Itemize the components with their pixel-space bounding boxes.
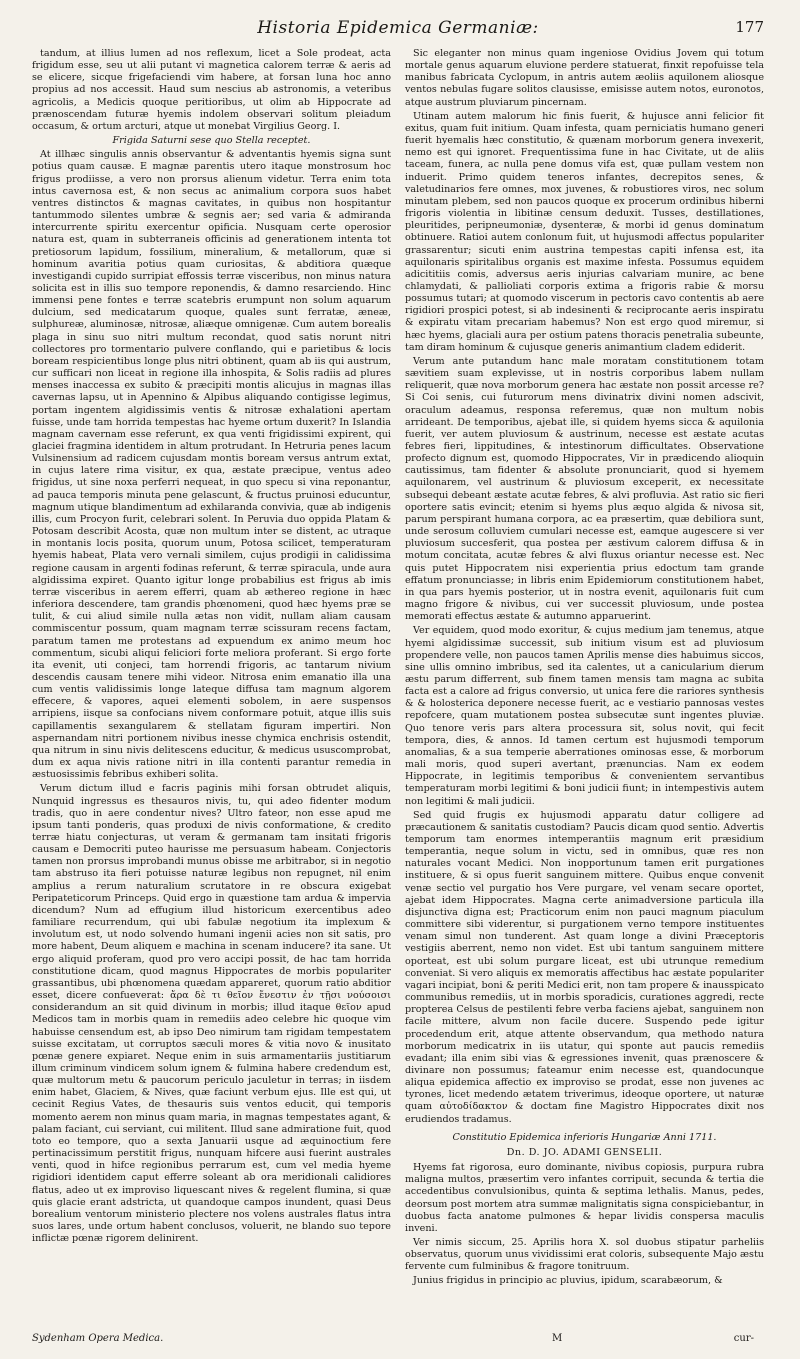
section-author: Dn. D. JO. ADAMI GENSELII. (506, 1146, 663, 1158)
paragraph: tandum, at illius lumen ad nos reflexum, licet a Sole prodeat, acta frigidum esse, seu ut alii putant vi magnetica calorem terræ & aeris ad se elicere, sicque frigefaciendi vim habere, at forsan luna hoc anno propius ad nos accessit. Haud sum nescius ab astronomis, a veteribus agricolis, a Medicis quoque peritioribus, ut olim ab Hippocrate ad prænoscendam futuræ hyemis indolem observari solitum pleiadum occasum, & ortum arcturi, atque ut monebat Virgilius Georg. I. (32, 48, 391, 132)
signature-mark: M (552, 1333, 563, 1344)
section-title: Constitutio Epidemica inferioris Hungariæ Anni 1711. (452, 1131, 717, 1143)
paragraph: Sed quid frugis ex hujusmodi apparatu datur colligere ad præcautionem & sanitatis custodiam? Paucis dicam quod sentio. Advertis temporum tam enormes intemperantiis magnum erit præsidium temperantia, neque solum in victu, sed in omnibus, quæ res non naturales vocant Medici. Non inopportunum tamen erit purgationes instituere, & si opus fuerit sanguinem mittere. Quibus enque convenit venæ sectio vel purgatio hos Vere purgare, vel venam secare oportet, ajebat idem Hippocrates. Magna certe animadversione particula illa disjunctiva digna est; Practicorum enim non pauci magnum piaculum committere sibi viderentur, si purgationem verno tempore instituentes venam simul non tunderent. Ast quam longe a divini Præceptoris vestigiis aberrent, nemo non videt. Est ubi tantum sanguinem mittere oporteat, est ubi solum purgare liceat, est ubi utrunque remedium conveniat. Si vero aliquis ex memoratis affectibus hac æstate populariter vagari incipiat, boni & periti Medici erit, non tam propere & inausspicato communibus remediis, ut in morbis sporadicis, curationes aggredi, recte propterea Celsus de pestilenti febre verba faciens ajebat, sanguinem non facile mittere, alvum non facile ducere. Suspendo pede igitur procedendum erit, atque attente observandum, qua methodo natura morborum medicatrix in iis utatur, qui sponte aut paucis remediis evadant; illa enim sibi vias & egressiones invenit, quas prænoscere & divinare non possumus; fateamur enim necesse est, quandocunque aliqua epidemica affectio ex improviso se prodat, esse non juvenes ac tyrones, licet medendo ætatem triverimus, ideoque oportere, ut naturæ quam αὐτοδίδακτον & doctam fine Magistro Hippocrates dixit nos erudiendos tradamus. (405, 809, 764, 1125)
paragraph: At illhæc singulis annis observantur & adventantis hyemis signa sunt potius quam causæ. E magnæ parentis utero itaque monstrosum hoc frigus prodiisse, a vero non prorsus alienum videtur. Terra enim tota intus cavernosa est, & non secus ac animalium corpora suos habet ventres distinctos & magnas cavitates, in quibus non hospitantur tantummodo silentes umbræ & segnis aer; sed varia & admiranda intercurrente spiritu exercentur opificia. Nusquam certe operosior natura est, quam in subterraneis officinis ad generationem intenta tot pretiosorum lapidum, fossilium, mineralium, & metallorum, quæ si hominum avaritia potius quam curiositas, & abditiora quæque investigandi cupido surripiat effossis terræ visceribus, non minus natura solicita est in illis suo tempore reponendis, & damno resarciendo. Hinc immensi pene fontes e terræ scatebris erumpunt non solum aquarum dulcium, sed medicatarum quoque, quales sunt ferratæ, æneæ, sulphureæ, aluminosæ, nitrosæ, aliæque omnigenæ. Cum autem borealis plaga in sinu suo nitri multum recondat, quod satis norunt nitri collectores pro tormentario pulvere conflando, qui e parietibus & locis boream respicientibus longe plus nitri obtinent, quam ab iis qui austrum, cur sufficari non liceat in regione illa inhospita, & Solis radiis ad plures menses inaccessa ex subito & præcipiti montis alicujus in magnas illas cavernas lapsu, ut in Apennino & Alpibus aliquando contigisse legimus, portam ingentem algidissimis ventis & nitrosæ exhalationi apertam fuisse, unde tam horrida tempestas hac hyeme ortum duxerit? In Islandia magnam cavernam esse referunt, ex qua venti frigidissimi expirent, qui glaciei fragmina identidem in altum protrudant. In Hetruria penes lacum Vulsinensium ad radicem cujusdam montis boream versus antrum extat, in cujus latere rima visitur, ex qua, æstate præcipue, ventus adeo frigidus, ut sine noxa perferri nequeat, in quo specu si vina reponantur, ad pauca temporis minuta pene gelascunt, & fructus pruinosi educuntur, magnum utique blandimentum ad exhilaranda convivia, quæ ab indigenis illis, cum Procyon furit, celebrari solent. In Peruvia duo oppida Platam & Potosam describit Acosta, quæ non multum inter se distent, ac utraque in montanis locis posita, quorum unum, Potosa scilicet, temperaturam hyemis habeat, Plata vero vernali similem, cujus prodigii in calidissima regione causam in argenti fodinas referunt, & terræ spiracula, unde aura algidissima expiret. Quanto igitur longe probabilius est frigus ab imis terræ visceribus in aerem efferri, quam ab æthereo regione in hæc inferiora descendere, tam grandis phœnomeni, quod hæc hyems præ se tulit, & cui aliud simile nulla ætas non vidit, nullam aliam causam commiscentur possum, quam magnam terræ scissuram recens factam, paratum tamen me protestans ad expuendum ex animo meum hoc commentum, sicubi aliqui feliciori forte meliora proferant. Si ergo forte ita evenit, uti conjeci, tam horrendi frigoris, ac tantarum nivium descendis causam tenere mihi videor. Nitrosa enim emanatio illa una cum ventis validissimis longe lateque diffusa tam magnum algorem effecere, & vapores, aquei elementi sobolem, in aere suspensos arripiens, iisque sa confocians nivem conformare potuit, atque illis suis capillamentis sexangularem & stellatam figuram impertiri. Non aspernandam nitri portionem nivibus inesse chymica enchrisis ostendit, qua nitrum in sinu nivis delitescens educitur, & medicus ususcomprobat, dum ex aqua nivis ratione nitri in illa contenti parantur remedia in æstuosissimis febribus exhiberi solita. (32, 149, 391, 781)
paragraph: Ver equidem, quod modo exoritur, & cujus medium jam tenemus, atque hyemi algidissimæ successit, sub initium visum est ad pluviosum propendere velle, non paucos tamen Aprilis mense dies habuimus siccos, sine ullis omnino imbribus, sed ita calentes, ut a canicularium dierum æstu parum differrent, sub finem tamen mensis tam magna ac subita facta est a calore ad frigus conversio, ut unica fere die rariores synthesis & & holosterica deponere necesse fuerit, ac e vestiario pannosas vestes repofcere, quam mutationem postea subsecutæ sunt ingentes pluviæ. Quo tenore veris pars altera processura sit, solus novit, qui fecit tempora, dies, & annos. Id tamen certum est hujusmodi temporum anomalias, & a sua temperie aberrationes ominosas esse, & morborum mali moris, quod superi avertant, prænuncias. Nam ex eodem Hippocrate, in legitimis temporibus & convenientem servantibus temperaturam morbi legitimi & boni judicii fiunt; in intempestivis autem non legitimi & mali judicii. (405, 625, 764, 807)
paragraph: Utinam autem malorum hic finis fuerit, & hujusce anni felicior fit exitus, quam fuit initium. Quam infesta, quam perniciatis humano generi fuerit hyemalis hæc constitutio, & quænam morborum genera invexerit, nemo est qui ignoret. Frequentissima fune in hac Civitate, ut de aliis taceam, funera, ac nulla pene domus vifa est, quæ pullam vestem non induerit. Primo quidem teneros infantes, decrepitos senes, & valetudinarios fere omnes, mox juvenes, & robustiores viros, nec solum minutam plebem, sed non paucos quoque ex procerum ordinibus hiberni frigoris violentia in libitinæ censum deduxit. Tusses, destillationes, pleuritides, peripneumoniæ, dysenteræ, & morbi id genus dominatum obtinuere. Ratioi autem conlonum fuit, ut hujusmodi affectus populariter grassarentur; sicuti enim austrina tempestas capiti infensa est, ita aquilonaris spiritalibus organis est maxime infesta. Possumus equidem adicititiis comis, adversus aeris injurias calvariam munire, ac bene chlamydati, & pallioliati corporis extima a frigoris rabie & morsu possumus tutari; at quomodo viscerum in pectoris cavo contentis ab aere rigidiori prospici potest, si ab indesinenti & reciprocante aeris inspiratu & expiratu vitam precariam habemus? Non est ergo quod miremur, si hæc hyems, glaciali aura per ostium patens thoracis penetralia subeunte, tam diram hominum & cujusque generis animantium cladem ediderit. (405, 110, 764, 353)
paragraph: Ver nimis siccum, 25. Aprilis hora X. sol duobus stipatur parheliis observatus, quorum unus vividissimi erat coloris, subsequente Majo æstu fervente cum fulminibus & fragore tonitruum. (405, 1237, 764, 1273)
quotation: Frigida Saturni sese quo Stella receptet. (112, 135, 311, 147)
footer-signature: Sydenham Opera Medica. (32, 1333, 164, 1344)
page-footer (32, 1333, 764, 1349)
catchword: cur- (733, 1333, 754, 1344)
paragraph: Hyems fat rigorosa, euro dominante, nivibus copiosis, purpura rubra maligna multos, præsertim vero infantes corripuit, secunda & tertia die accedentibus convulsionibus, quinta & septima lethalis. Manus, pedes, deorsum post mortem atra summæ malignitatis signa conspiciebantur, in duobus facta anatome pulmones & hepar lividis conspersa maculis inveni. (405, 1162, 764, 1234)
page-number: 177 (735, 18, 764, 36)
paragraph: Verum ante putandum hanc male moratam constitutionem totam sævitiem suam explevisse, ut in nostris corporibus labem nullam reliquerit, quæ nova morborum genera hac æstate non possit arcesse re? Si Coi senis, cui futurorum mens divinatrix divini nomen adscivit, oraculum adeamus, responsa referemus, quæ non multum nobis arrideant. De temporibus, ajebat ille, si quidem hyems sicca & aquilonia fuerit, ver autem pluviosum & austrinum, necesse est æstate acutas febres fieri, lippitudines, & intestinorum difficultates. Observatione profecto dignum est, quomodo Hippocrates, Vir in prædicendo alioquin cautissimus, tam fidenter & absolute pronunciarit, quod si hyemem aquilonarem, vel austrinum & pluviosum exceperit, ex necessitate subsequi debeant æstate acutæ febres, & alvi profluvia. Ast ratio sic fieri oportere satis evincit; etenim si hyems plus æquo algida & nivosa sit, parum perspirant humana corpora, ac ea præsertim, quæ debiliora sunt, unde serosum colluviem cumulari necesse est, eamque augescere si ver pluviosum succesferit, qua postea per æstivum calorem diffusa & in motum concitata, acutæ febres & alvi fluxus oriantur necesse est. Nec quis putet Hippocratem nisi experientia prius edoctum tam grande effatum pronunciasse; in libris enim Epidemiorum constitutionem habet, in qua pars hyemis posterior, ut in nostra evenit, aquilonaris fuit cum magno frigore & nivibus, cui ver successit pluviosum, unde postea memorati effectus æstate & autumno apparuerint. (405, 355, 764, 623)
text-columns (32, 48, 764, 1329)
left-column (32, 48, 391, 1329)
running-header (32, 18, 764, 46)
running-title: Historia Epidemica Germaniæ: (257, 18, 539, 38)
paragraph: Verum dictum illud e facris paginis mihi forsan obtrudet aliquis, Nunquid ingressus es thesauros nivis, tu, qui adeo fidenter modum tradis, quo in aere condentur nives? Ultro fateor, non esse apud me ipsum tanti ponderis, quas produxi de nivis conformatione, & credito terræ hiatu conjecturas, ut veram & germanam tam insitati frigoris causam e Democriti puteo haurisse me persuasum habeam. Conjectoris tamen non prorsus improbandi munus obisse me arbitrabor, si in negotio tam abstruso ita fieri potuisse naturæ legibus non repugnet, nil enim amplius a rerum naturalium scrutatore in re obscura exigebat Peripateticorum Princeps. Quid ergo in quæstione tam ardua & impervia dicendum? Num ad effugium illud historicum exercentibus adeo familiare recurrendum, qui ubi fabulæ negotium ita implexum & involutum est, ut nodo solvendo humani ingenii acies non sit satis, pro more habent, Deum aliquem e machina in scenam inducere? ita sane. Ut ergo aliquid proferam, quod pro vero accipi possit, de hac tam horrida constitutione dicam, quod magnus Hippocrates de morbis populariter grassantibus, ubi phœnomena quædam appareret, quorum ratio abditior esset, dicere confueverat: ἄρα δὲ τι θεῖον ἔνεστιν ἐν τῇσι νούσοισι considerandum an sit quid divinum in morbis; illud itaque θεῖον apud Medicos tam in morbis quam in remediis adeo celebre hic quoque vim habuisse censendum est, ab ipso Deo nimirum tam rigidam tempestatem suisse excitatam, ut corruptos sæculi mores & vitia novo & inusitato pœnæ genere expiaret. Neque enim in suis armamentariis justitiarum illum criminum vindicem solum ignem & fulmina habere credendum est, quæ multorum metu & paucorum periculo jaculetur in terras; in iisdem enim habet, Glaciem, & Nives, quæ faciunt verbum ejus. Ille est qui, ut cecinit Regius Vates, de thesauris suis ventos educit, qui temporis momento aerem non minus quam maria, in magnas tempestates agant, & palam faciant, cui serviant, cui militent. Illud sane admiratione fuit, quod toto eo tempore, quo a sexta Januarii usque ad æquinoctium fere pertinacissimum perstitit frigus, nunquam hifcere ausi fuerint australes venti, quod in hifce regionibus perrarum est, cum vel media hyeme rigidiori identidem caput efferre soleant ab ora meridionali calidiores flatus, adeo ut ex improviso liquescant nives & regelent flumina, si quæ quis glacie erant adstricta, ut quandoque campos inundent, quasi Deus borealium ventorum ministerio plectere nos volens australes flatus intra suos lares, unde ortum habent conclusos, voluerit, ne blando suo tepore inflictæ pœnæ rigorem delinirent. (32, 783, 391, 1245)
paragraph: Sic eleganter non minus quam ingeniose Ovidius Jovem qui totum mortale genus aquarum eluvione perdere statuerat, finxit repofuisse tela manibus fabricata Cyclopum, in antris autem æoliis aquilonem aliosque ventos nebulas fugare solitos clausisse, emisisse autem notos, euronotos, atque austrum pluviarum pincernam. (405, 48, 764, 108)
right-column (405, 48, 764, 1329)
paragraph: Junius frigidus in principio ac pluvius, ipidum, scarabæorum, & (413, 1275, 723, 1287)
